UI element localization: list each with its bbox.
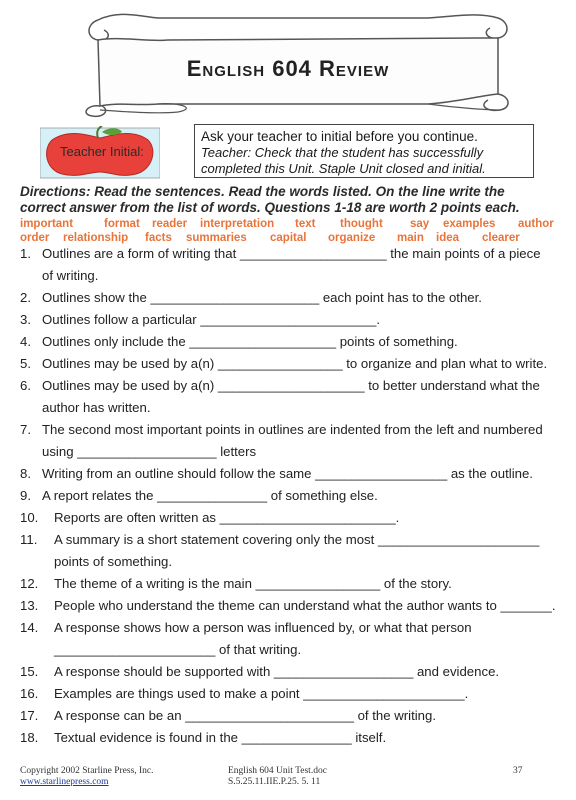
- word: clearer: [482, 232, 520, 244]
- question-14-cont: ______________________ of that writing.: [54, 642, 302, 657]
- question-12: 12. The theme of a writing is the main _________________ of the story.: [20, 576, 452, 591]
- question-7-cont: using ___________________ letters: [42, 444, 257, 459]
- instruction-line-3: completed this Unit. Staple Unit closed and initial.: [201, 161, 486, 176]
- directions-line-2: correct answer from the list of words. Questions 1-18 are worth 2 points each.: [20, 200, 520, 215]
- teacher-initial-apple: [40, 126, 160, 180]
- question-11: 11. A summary is a short statement covering only the most ______________________: [20, 532, 540, 547]
- question-10: 10. Reports are often written as ________________________.: [20, 510, 400, 525]
- word: say: [410, 218, 430, 230]
- word: main: [397, 232, 424, 244]
- question-2: 2. Outlines show the _______________________ each point has to the other.: [20, 290, 482, 305]
- instruction-line-2: Teacher: Check that the student has successfully: [201, 145, 484, 160]
- word: idea: [436, 232, 460, 244]
- question-8: 8. Writing from an outline should follow the same __________________ as the outline.: [20, 466, 533, 481]
- page-number: 37: [513, 766, 523, 776]
- directions: [20, 184, 550, 216]
- word: format: [104, 218, 140, 230]
- word: organize: [328, 232, 376, 244]
- standards-code: S.5.25.11.IIE.P.25. 5. 11: [228, 777, 321, 787]
- word: reader: [152, 218, 188, 230]
- word: thought: [340, 218, 383, 230]
- question-4: 4. Outlines only include the ____________________ points of something.: [20, 334, 458, 349]
- word: examples: [443, 218, 496, 230]
- question-1-cont: of writing.: [42, 268, 99, 283]
- page-title: English 604 Review: [186, 56, 390, 81]
- question-17: 17. A response can be an _______________________ of the writing.: [20, 708, 437, 723]
- question-18: 18. Textual evidence is found in the _______________ itself.: [20, 730, 387, 745]
- question-16: 16. Examples are things used to make a point ______________________.: [20, 686, 469, 701]
- document-name: English 604 Unit Test.doc: [228, 766, 327, 776]
- word: order: [20, 232, 50, 244]
- question-15: 15. A response should be supported with ___________________ and evidence.: [20, 664, 500, 679]
- question-7: 7. The second most important points in outlines are indented from the left and numbered: [20, 422, 543, 437]
- word-bank-row-2: [20, 231, 560, 245]
- word: capital: [270, 232, 307, 244]
- word: important: [20, 218, 74, 230]
- question-5: 5. Outlines may be used by a(n) _________________ to organize and plan what to write.: [20, 356, 548, 371]
- word: facts: [145, 232, 172, 244]
- directions-line-1: Directions: Read the sentences. Read the words listed. On the line write the: [20, 184, 505, 199]
- word-bank-row-1: [20, 217, 560, 231]
- question-3: 3. Outlines follow a particular ________________________.: [20, 312, 381, 327]
- teacher-initial-label: Teacher Initial:: [60, 144, 144, 159]
- word-bank: [20, 217, 560, 245]
- teacher-instructions-box: [194, 124, 534, 178]
- word: relationship: [63, 232, 129, 244]
- word: text: [295, 218, 316, 230]
- question-1: 1. Outlines are a form of writing that ____________________ the main points of a piece: [20, 246, 541, 261]
- question-11-cont: points of something.: [54, 554, 173, 569]
- word: summaries: [186, 232, 247, 244]
- word: author: [518, 218, 554, 230]
- question-14: 14. A response shows how a person was influenced by, or what that person: [20, 620, 472, 635]
- question-6: 6. Outlines may be used by a(n) ____________________ to better understand what the: [20, 378, 540, 393]
- question-9: 9. A report relates the _______________ of something else.: [20, 488, 378, 503]
- word: interpretation: [200, 218, 275, 230]
- question-6-cont: author has written.: [42, 400, 151, 415]
- copyright-text: Copyright 2002 Starline Press, Inc.: [20, 766, 154, 776]
- question-13: 13. People who understand the theme can understand what the author wants to _______.: [20, 598, 556, 613]
- publisher-link[interactable]: www.starlinepress.com: [20, 777, 109, 787]
- instruction-line-1: Ask your teacher to initial before you continue.: [201, 129, 478, 144]
